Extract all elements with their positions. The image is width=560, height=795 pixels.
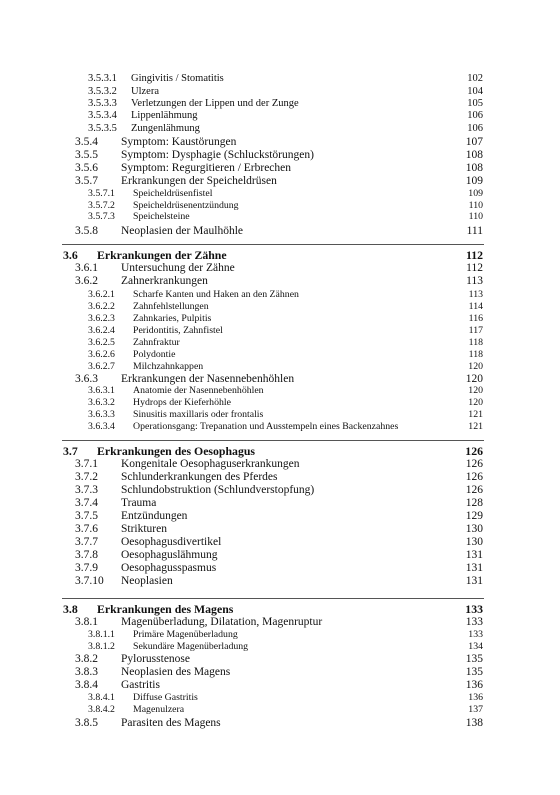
toc-entry-page: 108 [465,149,483,161]
toc-entry-page: 137 [468,704,483,715]
toc-entry-title: Verletzungen der Lippen und der Zunge [131,98,299,109]
toc-entry-number: 3.7.6 [75,523,98,535]
toc-entry-title: Oesophaguslähmung [121,549,218,561]
toc-entry-page: 111 [466,225,483,237]
toc-entry-number: 3.5.7.2 [88,200,115,211]
toc-entry-page: 136 [465,679,483,691]
toc-entry-number: 3.5.3.2 [88,86,117,97]
toc-entry [0,349,560,361]
toc-entry-page: 136 [468,692,483,703]
toc-entry-number: 3.8.1.2 [88,641,115,652]
toc-entry-title: Milchzahnkappen [133,361,204,372]
toc-entry-page: 129 [465,510,483,522]
toc-entry-number: 3.5.3.4 [88,110,117,121]
toc-entry-title: Zahnkaries, Pulpitis [133,313,212,324]
toc-entry-page: 121 [468,409,483,420]
toc-entry [0,575,560,587]
toc-entry-page: 120 [468,397,483,408]
toc-entry [0,679,560,691]
toc-entry-page: 131 [465,575,483,587]
toc-entry-number: 3.8.5 [75,717,98,729]
toc-entry-title: Polydontie [133,349,176,360]
toc-entry [0,484,560,496]
toc-entry-title: Schlunderkrankungen des Pferdes [121,471,278,483]
toc-entry-title: Hydrops der Kieferhöhle [133,397,231,408]
section-divider [62,244,484,245]
toc-entry-page: 102 [467,73,483,84]
toc-entry-page: 113 [468,289,483,300]
toc-entry-number: 3.8.2 [75,653,98,665]
toc-entry-page: 131 [465,549,483,561]
toc-entry-page: 121 [468,421,483,432]
toc-entry [0,373,560,385]
toc-entry-number: 3.6.3.2 [88,397,115,408]
toc-entry-title: Sinusitis maxillaris oder frontalis [133,409,264,420]
toc-entry [0,149,560,161]
toc-entry-page: 120 [465,373,483,385]
toc-entry-title: Erkrankungen der Nasennebenhöhlen [121,373,295,385]
toc-entry-page: 105 [467,98,483,109]
toc-entry [0,616,560,628]
toc-entry [0,704,560,716]
toc-entry-number: 3.6.2.5 [88,337,115,348]
toc-entry-number: 3.5.7 [75,175,98,187]
toc-entry-number: 3.5.5 [75,149,98,161]
toc-entry-number: 3.8.4 [75,679,98,691]
toc-entry-page: 107 [465,136,483,148]
toc-entry-number: 3.7.2 [75,471,98,483]
toc-entry-title: Ulzera [131,86,159,97]
toc-entry-page: 128 [465,497,483,509]
toc-entry-number: 3.6.2.4 [88,325,115,336]
toc-entry [0,211,560,223]
toc-entry-number: 3.5.4 [75,136,98,148]
toc-entry [0,385,560,397]
toc-entry-number: 3.6 [63,248,78,262]
toc-entry-page: 108 [465,162,483,174]
toc-entry [0,666,560,678]
toc-entry-number: 3.8.3 [75,666,98,678]
toc-entry-title: Entzündungen [121,510,188,522]
toc-entry [0,536,560,548]
toc-entry-title: Magenüberladung, Dilatation, Magenruptur [121,616,323,628]
toc-entry-page: 126 [465,471,483,483]
toc-entry-page: 135 [465,653,483,665]
toc-entry-title: Erkrankungen des Magens [97,602,234,616]
toc-entry [0,523,560,535]
toc-entry-page: 130 [465,536,483,548]
toc-entry [0,162,560,174]
toc-entry [0,86,560,98]
toc-entry [0,458,560,470]
toc-entry [0,289,560,301]
toc-entry-title: Erkrankungen des Oesophagus [97,444,255,458]
toc-entry-title: Neoplasien [121,575,173,587]
toc-entry-number: 3.7.10 [75,575,104,587]
toc-entry [0,409,560,421]
toc-entry-page: 106 [467,110,483,121]
toc-entry-number: 3.8.4.1 [88,692,115,703]
section-divider [62,598,484,599]
toc-entry [0,275,560,287]
toc-entry-title: Oesophagusdivertikel [121,536,222,548]
toc-entry-page: 133 [465,602,483,616]
toc-entry-number: 3.6.3.4 [88,421,115,432]
toc-entry-title: Symptom: Regurgitieren / Erbrechen [121,162,292,174]
toc-entry-page: 118 [468,349,483,360]
toc-entry [0,562,560,574]
toc-entry-page: 138 [465,717,483,729]
toc-entry-title: Diffuse Gastritis [133,692,198,703]
toc-entry [0,421,560,433]
toc-entry-number: 3.8 [63,602,78,616]
toc-entry-page: 133 [468,629,483,640]
toc-entry-title: Trauma [121,497,157,509]
toc-entry-number: 3.7.1 [75,458,98,470]
toc-entry-page: 112 [466,262,483,274]
toc-entry-title: Zahnfehlstellungen [133,301,209,312]
toc-entry-title: Peridontitis, Zahnfistel [133,325,223,336]
toc-entry-page: 120 [468,385,483,396]
toc-entry-number: 3.6.2.3 [88,313,115,324]
toc-entry-title: Sekundäre Magenüberladung [133,641,249,652]
toc-entry-page: 126 [465,484,483,496]
toc-entry-page: 110 [468,211,483,222]
toc-entry-page: 117 [468,325,483,336]
toc-entry-page: 110 [468,200,483,211]
toc-entry-number: 3.5.3.3 [88,98,117,109]
toc-entry-number: 3.5.7.3 [88,211,115,222]
toc-entry [0,110,560,122]
toc-entry [0,629,560,641]
toc-entry-title: Pylorusstenose [121,653,190,665]
toc-entry [0,175,560,187]
toc-entry-page: 135 [465,666,483,678]
toc-entry [0,641,560,653]
toc-entry [0,717,560,729]
toc-entry [0,262,560,274]
section-divider [62,440,484,441]
toc-section-heading [0,249,560,261]
toc-entry [0,497,560,509]
toc-entry-page: 133 [465,616,483,628]
toc-entry-title: Magenulzera [133,704,185,715]
toc-entry-number: 3.6.2.6 [88,349,115,360]
toc-entry-title: Zahnfraktur [133,337,180,348]
toc-entry-number: 3.7 [63,444,78,458]
toc-entry-title: Untersuchung der Zähne [121,262,235,274]
toc-entry [0,549,560,561]
toc-entry-page: 126 [465,458,483,470]
toc-entry-number: 3.6.1 [75,262,98,274]
toc-entry-page: 109 [468,188,483,199]
toc-entry [0,471,560,483]
toc-entry-title: Oesophagusspasmus [121,562,217,574]
toc-entry-number: 3.7.5 [75,510,98,522]
toc-entry-page: 104 [467,86,483,97]
toc-entry-title: Scharfe Kanten und Haken an den Zähnen [133,289,299,300]
toc-entry [0,123,560,135]
toc-entry-number: 3.6.3.3 [88,409,115,420]
toc-entry-title: Anatomie der Nasennebenhöhlen [133,385,264,396]
toc-entry-title: Gastritis [121,679,160,691]
toc-entry [0,397,560,409]
toc-entry-title: Symptom: Dysphagie (Schluckstörungen) [121,149,314,161]
toc-entry-title: Operationsgang: Trepanation und Ausstempeln eines Backenzahnes [133,421,399,432]
toc-entry-number: 3.7.7 [75,536,98,548]
toc-entry-number: 3.6.3.1 [88,385,115,396]
toc-entry-page: 114 [468,301,483,312]
toc-entry [0,653,560,665]
toc-entry [0,98,560,110]
toc-entry-number: 3.5.7.1 [88,188,115,199]
toc-entry-title: Lippenlähmung [131,110,198,121]
toc-entry-title: Speichelsteine [133,211,190,222]
toc-entry-number: 3.7.3 [75,484,98,496]
toc-entry-number: 3.5.8 [75,225,98,237]
toc-entry-title: Symptom: Kaustörungen [121,136,237,148]
toc-entry-number: 3.7.9 [75,562,98,574]
toc-entry-page: 131 [465,562,483,574]
toc-entry [0,225,560,237]
toc-section-heading [0,445,560,457]
toc-entry-page: 112 [465,248,483,262]
toc-entry [0,325,560,337]
toc-entry [0,301,560,313]
toc-entry-number: 3.5.3.5 [88,123,117,134]
toc-entry [0,188,560,200]
toc-entry-title: Schlundobstruktion (Schlundverstopfung) [121,484,315,496]
toc-entry-page: 113 [466,275,483,287]
toc-entry-title: Zungenlähmung [131,123,200,134]
toc-entry-number: 3.7.4 [75,497,98,509]
toc-entry-number: 3.6.2.2 [88,301,115,312]
toc-entry-title: Erkrankungen der Speicheldrüsen [121,175,277,187]
toc-entry-number: 3.6.2.1 [88,289,115,300]
toc-entry [0,510,560,522]
toc-entry-title: Speicheldrüsenfistel [133,188,213,199]
toc-entry-title: Neoplasien des Magens [121,666,231,678]
toc-entry-page: 120 [468,361,483,372]
toc-entry-number: 3.6.2.7 [88,361,115,372]
toc-entry-title: Parasiten des Magens [121,717,221,729]
toc-entry [0,361,560,373]
toc-entry-title: Neoplasien der Maulhöhle [121,225,243,237]
toc-entry-number: 3.5.6 [75,162,98,174]
toc-entry-title: Zahnerkrankungen [121,275,208,287]
toc-entry-number: 3.6.2 [75,275,98,287]
toc-section-heading [0,603,560,615]
toc-entry-number: 3.6.3 [75,373,98,385]
toc-entry-number: 3.8.1 [75,616,98,628]
toc-entry-number: 3.8.4.2 [88,704,115,715]
toc-entry-title: Erkrankungen der Zähne [97,248,227,262]
toc-entry-title: Strikturen [121,523,167,535]
toc-entry [0,692,560,704]
toc-entry-title: Kongenitale Oesophaguserkrankungen [121,458,300,470]
toc-entry-page: 118 [468,337,483,348]
toc-entry-number: 3.7.8 [75,549,98,561]
toc-entry-title: Speicheldrüsenentzündung [133,200,239,211]
toc-entry-page: 130 [465,523,483,535]
toc-entry [0,337,560,349]
toc-entry-page: 134 [468,641,483,652]
toc-entry [0,313,560,325]
toc-entry-number: 3.5.3.1 [88,73,117,84]
toc-entry-page: 126 [465,444,483,458]
toc-entry [0,73,560,85]
toc-entry [0,136,560,148]
toc-entry-title: Gingivitis / Stomatitis [131,73,224,84]
toc-entry-number: 3.8.1.1 [88,629,115,640]
toc-entry-title: Primäre Magenüberladung [133,629,238,640]
toc-entry-page: 106 [467,123,483,134]
toc-entry-page: 116 [468,313,483,324]
toc-entry-page: 109 [465,175,483,187]
